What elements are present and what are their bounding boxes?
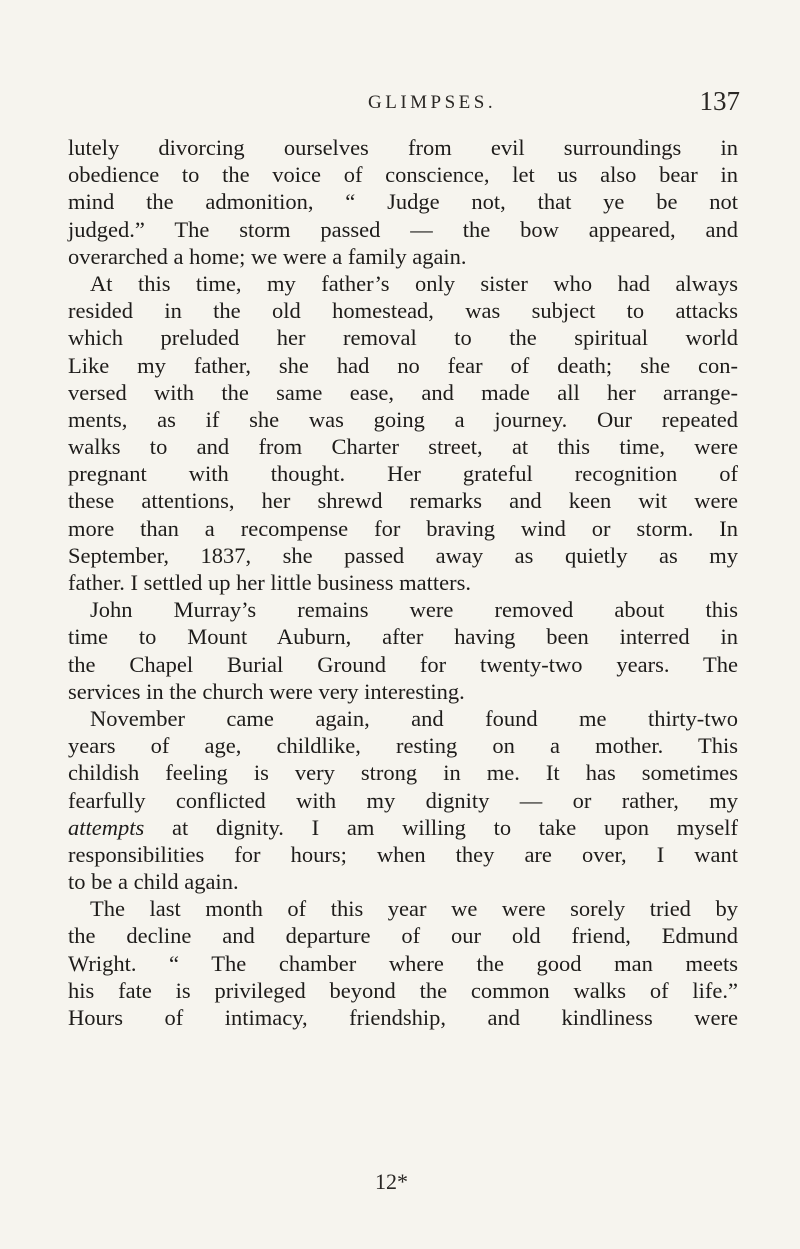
text-line: The last month of this year we were sorely tried by: [90, 896, 738, 922]
text-line: lutely divorcing ourselves from evil surroundings in: [68, 135, 738, 160]
emphasis: attempts: [68, 814, 145, 840]
text-line: Wright. “ The chamber where the good man meets: [68, 950, 738, 976]
text-line: At this time, my father’s only sister who had always: [90, 270, 738, 296]
text-line: childish feeling is very strong in me. It has sometimes: [68, 760, 738, 786]
text-line: Hours of intimacy, friendship, and kindliness were: [68, 1005, 738, 1030]
text-line: father. I settled up her little business matters.: [68, 570, 472, 595]
text-line: John Murray’s remains were removed about this: [90, 597, 738, 623]
page-number: 137: [699, 86, 740, 116]
text-line: walks to and from Charter street, at this time, were: [68, 434, 738, 460]
text-fragment: at dignity. I am willing to take upon myself: [144, 814, 738, 840]
text-line: obedience to the voice of conscience, let us also bear in: [68, 162, 738, 188]
text-line: September, 1837, she passed away as quietly as my: [68, 542, 738, 568]
text-line: services in the church were very interesting.: [68, 678, 465, 704]
text-line: mind the admonition, “ Judge not, that ye be not: [68, 189, 738, 215]
signature-mark: 12*: [375, 1169, 408, 1194]
text-line: years of age, childlike, resting on a mother. This: [68, 733, 738, 759]
text-line: November came again, and found me thirty-two: [90, 705, 738, 731]
running-title: GLIMPSES.: [368, 92, 497, 113]
text-line: these attentions, her shrewd remarks and keen wit were: [68, 488, 738, 514]
text-line: ments, as if she was going a journey. Our repeated: [68, 406, 738, 432]
text-line: more than a recompense for braving wind or storm. In: [68, 515, 738, 541]
text-line: which preluded her removal to the spiritual world: [68, 325, 738, 351]
text-line: pregnant with thought. Her grateful recognition of: [68, 461, 738, 487]
running-head: [368, 86, 740, 120]
text-line: resided in the old homestead, was subject to attacks: [68, 298, 738, 324]
text-line: overarched a home; we were a family again.: [68, 243, 467, 269]
text-line: time to Mount Auburn, after having been interred in: [68, 624, 738, 650]
text-line: fearfully conflicted with my dignity — or rather, my: [68, 787, 738, 813]
text-line: responsibilities for hours; when they are over, I want: [68, 841, 738, 867]
text-line: to be a child again.: [68, 869, 239, 895]
text-line: versed with the same ease, and made all her arrange-: [68, 379, 738, 405]
text-line: the decline and departure of our old friend, Edmund: [68, 923, 738, 949]
text-line: [68, 814, 738, 841]
text-line: judged.” The storm passed — the bow appeared, and: [68, 216, 738, 242]
text-line: the Chapel Burial Ground for twenty-two years. The: [68, 651, 738, 677]
text-line: his fate is privileged beyond the common walks of life.”: [68, 977, 738, 1003]
body-text: [68, 134, 738, 1031]
text-line: Like my father, she had no fear of death; she con-: [68, 352, 738, 378]
